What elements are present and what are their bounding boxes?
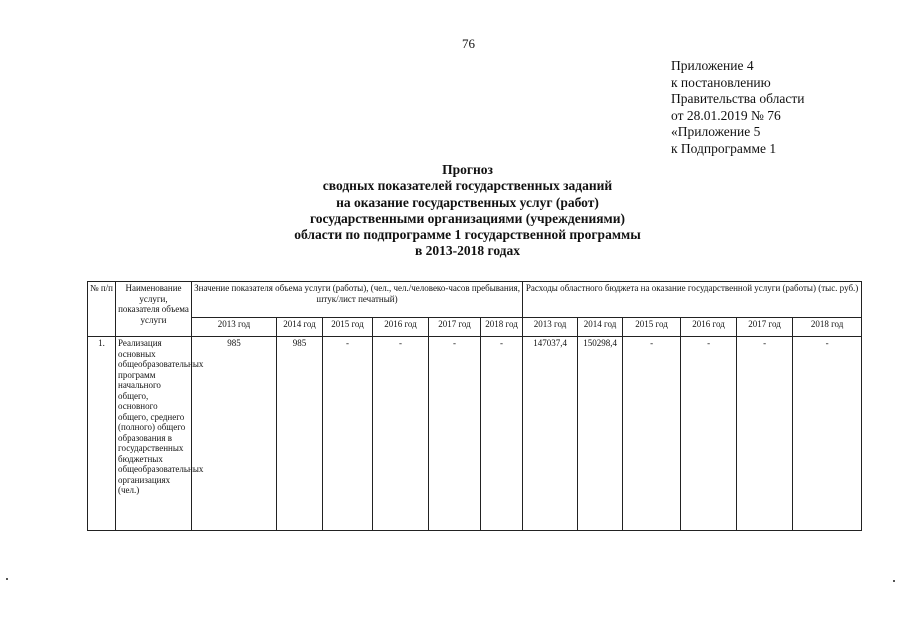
- scan-artifact-dot: [6, 578, 8, 580]
- year-header: 2017 год: [737, 318, 793, 337]
- table-row: [88, 337, 862, 531]
- expense-value: 150298,4: [578, 337, 623, 531]
- row-number: 1.: [88, 337, 116, 531]
- volume-value: -: [481, 337, 523, 531]
- year-header: 2013 год: [192, 318, 277, 337]
- appendix-block: [671, 58, 896, 158]
- appendix-line: к постановлению: [671, 74, 771, 90]
- year-header: 2015 год: [323, 318, 373, 337]
- table-year-row: [88, 318, 862, 337]
- title-line: Прогноз: [442, 162, 493, 177]
- forecast-table: [87, 281, 862, 531]
- service-name: Реализация основных общеобразовательных программ начального общего, основного общего, среднего (полного) общего образования в государственных бюджетных общеобразовательных организациях (чел.): [116, 337, 192, 531]
- expense-value: 147037,4: [523, 337, 578, 531]
- year-header: 2014 год: [277, 318, 323, 337]
- expense-value: -: [623, 337, 681, 531]
- year-header: 2014 год: [578, 318, 623, 337]
- volume-value: -: [373, 337, 429, 531]
- expense-value: -: [681, 337, 737, 531]
- volume-value: 985: [277, 337, 323, 531]
- year-header: 2016 год: [681, 318, 737, 337]
- col-header-volume: Значение показателя объема услуги (работы), (чел., чел./человеко-часов пребывания, штук/лист печатный): [192, 282, 523, 318]
- expense-value: -: [793, 337, 862, 531]
- year-header: 2013 год: [523, 318, 578, 337]
- col-header-name: Наименование услуги, показателя объема услуги: [116, 282, 192, 337]
- page-number: 76: [462, 36, 475, 51]
- appendix-line: от 28.01.2019 № 76: [671, 107, 781, 123]
- col-header-expense: Расходы областного бюджета на оказание государственной услуги (работы) (тыс. руб.): [523, 282, 862, 318]
- year-header: 2018 год: [481, 318, 523, 337]
- year-header: 2018 год: [793, 318, 862, 337]
- col-header-number: № п/п: [88, 282, 116, 337]
- year-header: 2017 год: [429, 318, 481, 337]
- title-line: области по подпрограмме 1 государственной программы: [294, 227, 641, 243]
- volume-value: 985: [192, 337, 277, 531]
- volume-value: -: [429, 337, 481, 531]
- title-line: государственными организациями (учреждениями): [309, 210, 626, 226]
- title-line: на оказание государственных услуг (работ): [336, 194, 599, 210]
- volume-value: -: [323, 337, 373, 531]
- document-title: [230, 162, 705, 260]
- table-header-row: [88, 282, 862, 318]
- appendix-line: Правительства области: [671, 91, 805, 107]
- year-header: 2015 год: [623, 318, 681, 337]
- scan-artifact-dot: [893, 580, 895, 582]
- expense-value: -: [737, 337, 793, 531]
- year-header: 2016 год: [373, 318, 429, 337]
- title-line: в 2013-2018 годах: [414, 243, 521, 259]
- appendix-line: к Подпрограмме 1: [671, 140, 777, 156]
- title-line: сводных показателей государственных заданий: [322, 178, 613, 194]
- appendix-line: Приложение 4: [671, 58, 754, 73]
- appendix-line: «Приложение 5: [671, 124, 761, 140]
